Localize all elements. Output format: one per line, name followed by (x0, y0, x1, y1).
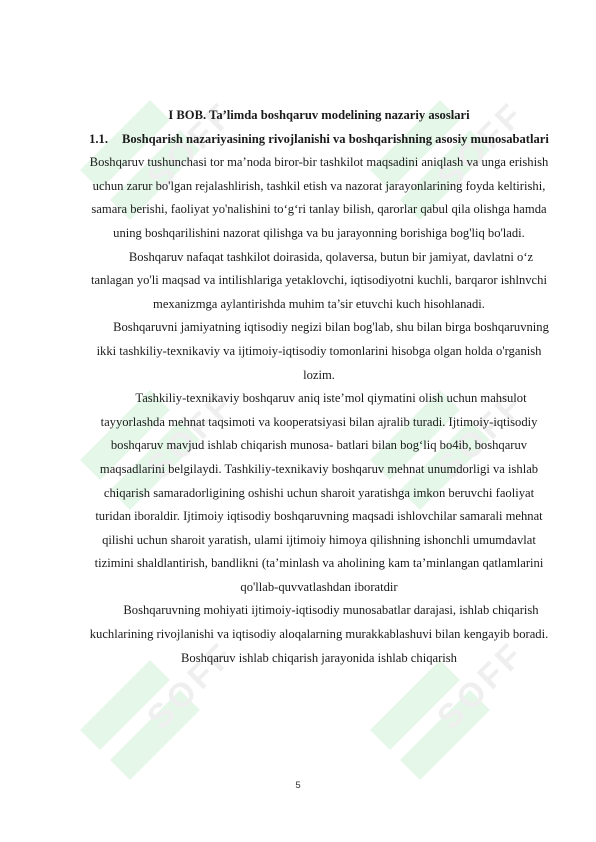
paragraph-1: Boshqaruv tushunchasi tor ma’noda biror-bir tashkilot maqsadini aniqlash va unga erishish uchun zarur bo'lgan rejalashlirish, tashkil etish va nazorat jarayonlarining foyda keltirishi, samara berishi, faoliyat yo'nalishini to‘g‘ri tanlay bilish, qarorlar qabul qila olishga hamda uning boshqarilishini nazorat qilishga va bu jarayonning borishiga bog'liq bo'ladi. (89, 155, 549, 240)
watermark-text: SOFF (140, 634, 243, 737)
watermark-text: SOFF (430, 634, 533, 737)
paragraph-3: Boshqaruvni jamiyatning iqtisodiy negizi bilan bog'lab, shu bilan birga boshqaruvning ikki tashkiliy-texnikaviy va ijtimoiy-iqtisodiy tomonlarini hisobga olgan holda o'rganish lozim. (96, 320, 549, 382)
document-body (88, 104, 550, 670)
watermark-text: SOFF (430, 384, 533, 487)
watermark-text: SOFF (140, 384, 243, 487)
watermark-text: SOFF (430, 94, 533, 197)
page-number: 5 (295, 780, 301, 791)
section-number: 1.1. (89, 131, 108, 146)
chapter-title: I BOB. Ta’limda boshqaruv modelining nazariy asoslari (168, 108, 470, 122)
paragraph-5: Boshqaruvning mohiyati ijtimoiy-iqtisodiy munosabatlar darajasi, ishlab chiqarish kuchlarining rivojlanishi va iqtisodiy aloqalarning murakkablashuvi bilan kengayib boradi. Boshqaruv ishlab chiqarish jarayonida ishlab chiqarish (89, 603, 549, 665)
paragraph-2: Boshqaruv nafaqat tashkilot doirasida, qolaversa, butun bir jamiyat, davlatni o‘z tanlagan yo'li maqsad va intilishlariga yetaklovchi, iqtisodiyotni kuchli, barqaror ishlnvchi mexanizmga aylantirishda muhim ta’sir etuvchi kuch hisohlanadi. (91, 249, 547, 311)
watermark-text: SOFF (140, 94, 243, 197)
section-title: Boshqarish nazariyasining rivojlanishi va boshqarishning asosiy munosabatlari (121, 131, 549, 146)
section-heading (88, 128, 550, 152)
paragraph-4: Tashkiliy-texnikaviy boshqaruv aniq iste’mol qiymatini olish uchun mahsulot tayyorlashda mehnat taqsimoti va kooperatsiyasi bilan ajralib turadi. Ijtimoiy-iqtisodiy boshqaruv mavjud ishlab chiqarish munosa- batlari bilan bog‘liq bo4ib, boshqaruv maqsadlarini belgilaydi. Tashkiliy-texnikaviy boshqaruv mehnat unumdorligi va ishlab chiqarish samaradorligining oshishi uchun sharoit yaratishga imkon beruvchi faoliyat turidan iboraldir. Ijtimoiy iqtisodiy boshqaruvning maqsadi ishlovchilar samarali mehnat qilishi uchun sharoit yaratish, ulami ijtimoiy himoya qilishning ishonchli umumdavlat tizimini shaldlantirish, bandlikni (ta’minlash va aholining kam ta’minlangan qatlamlarini qo'llab-quvvatlashdan iboratdir (94, 391, 544, 594)
